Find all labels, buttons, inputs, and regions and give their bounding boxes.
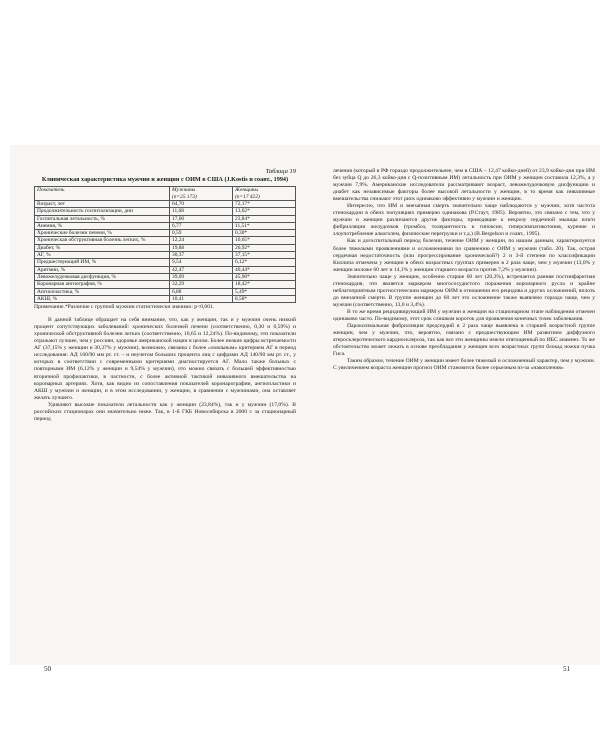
table-row: АГ, % 30,37 37,15* (35, 252, 296, 259)
right-page (333, 145, 595, 372)
body-paragraph: В то же время рецидивирующий ИМ у мужчин и женщин на стационарном этапе наблюдения отмечен одинаково часто. По-видимому, этот срок слишком короток для проявления конечных точек заболевания. (333, 308, 595, 322)
table-row: Возраст, лет 64,70 72,17* (35, 200, 296, 207)
table-title: Клиническая характеристика мужчин и женщин с ОИМ в США (J.Kostis и соавт., 1994) (41, 176, 289, 184)
table-number: Таблица 19 (265, 168, 296, 175)
clinical-characteristics-table (34, 186, 296, 303)
table-row: АКШ, % 10,41 8,58* (35, 295, 296, 302)
body-paragraph: Интересно, что ИМ и внезапная смерть значительно чаще наблюдаются у мужчин, хотя частота стенокардии в обеих популяциях примерно одинакова (Р.Стаут, 1985). Вероятно, это связано с тем, что у мужчин и женщин различаются другие факторы, приводящие к некрозу сердечной мышцы или/и фибрилляции желудочков (тромбоз, толерантность к гипоксии, гиперсимпатикотония, курение и злоупотребление алкоголем, физические перегрузки и т.д.) (B.Bergelson и соавт., 1995). (333, 203, 595, 238)
table-header-row (35, 187, 296, 201)
left-page (34, 145, 296, 423)
body-paragraph: Пароксизмальная фибрилляция предсердий в 2 раза чаще выявлена в старшей возрастной группе женщин, чем у мужчин, что, вероятно, связано с предшествующим ИМ развитием диффузного атеросклеротического кардиосклероза, так как все эти женщины имели отягощенный по ИБС анамнез. То же обстоятельство может лежать в основе преобладания у женщин всех возрастных групп блокад ножки пучка Гиса. (333, 323, 595, 358)
table-row: Ангиопластика, % 6,88 5,49* (35, 288, 296, 295)
body-paragraph: Удивляют высокие показатели летальности как у женщин (23,84%), так и у мужчин (17,0%). В российских стационарах они значительно ниже. Так, в 1-й ГКБ Новосибирска в 2000 г. за стационарный период (34, 401, 296, 422)
body-paragraph: Таким образом, течение ОИМ у женщин имеет более тяжелый и осложненный характер, чем у мужчин. С увеличением возраста женщин прогноз ОИМ становится более серьезным из-за «накопления» (333, 358, 595, 372)
page-number-right: 51 (563, 665, 570, 673)
column-header-indicator: Показатель (35, 187, 170, 201)
table-row: Хронические болезни печени, % 0,59 0,30* (35, 230, 296, 237)
table-row: Коронарная ангиография, % 32,29 18,42* (35, 281, 296, 288)
table-note: Примечание.*Различие с группой мужчин статистически значимо: p<0,001. (34, 304, 215, 311)
table-row: Госпитальная летальность, % 17,00 23,84* (35, 215, 296, 222)
table-row: Левожелудочковая дисфункция, % 39,09 45,90* (35, 273, 296, 280)
table-row: Анемия, % 6,77 11,51* (35, 222, 296, 229)
table-row: Аритмии, % 42,47 40,44* (35, 266, 296, 273)
body-paragraph: Как и догоспитальный период болезни, течение ОИМ у женщин, по нашим данным, характеризуется более тяжелыми проявлениями и осложнениями по сравнению с ОИМ у мужчин (табл. 20). Так, острая сердечная недостаточность (или прогрессирование хронической?) 2 и 3-й степени по классификации Киллипа отмечена у женщин в обеих возрастных группах примерно в 2 раза чаще, чем у мужчин (13,0% у женщин моложе 60 лет и 14,1% у женщин старшего возраста против 7,2% у мужчин). (333, 238, 595, 273)
body-paragraph: Значительно чаще у женщин, особенно старше 60 лет (20,3%), встречается ранняя постинфарктная стенокардия, что является маркером многососудистого поражения коронарного русла и крайне неблагоприятным прогностическим маркером ОИМ в отношении его рецидива и других осложнений, вплоть до внезапной смерти. В группе женщин до 60 лет это осложнение также выявлено гораздо чаще, чем у мужчин (соответственно, 13,0 и 3,4%). (333, 273, 595, 308)
book-spread (10, 145, 600, 673)
page-number-left: 50 (44, 665, 51, 673)
table-row: Предшествующий ИМ, % 9,54 6,12* (35, 259, 296, 266)
body-paragraph: В данной таблице обращает на себя внимание, что, как у женщин, так и у мужчин очень низкий процент сопутствующих заболеваний: хронических болезней печени (соответственно, 0,30 и 0,59%) и хронической обструктивной болезни легких (соответственно, 10,65 и 12,24%). По-видимому, эти показатели отражают лучшее, чем у россиян, здоровье американской нации в целом. Более низкие цифры встречаемости АГ (37,15% у женщин и 30,37% у мужчин), возможно, связаны с более «лояльным» критерием АГ в период исследования: АД 160/90 мм рт. ст. – и неучетом больших процента лиц с цифрами АД 140/90 мм рт. ст., у которых в соответствии с современными критериями диагностируется АГ. Мало также больных с повторными ИМ (6,12% у женщин и 9,54% у мужчин), что можно связать с большей эффективностью вторичной профилактики, в частности, с более активной тактикой инвазивного вмешательства на коронарных артериях. Хотя, как видно из сопоставления показателей коронарографии, ангиопластики и АКШ у мужчин и женщин, и в этом исследовании, у женщин, в сравнении с мужчинами, она оставляет желать лучшего. (34, 317, 296, 401)
column-header-men: Мужчины (n=25 173) (170, 187, 233, 201)
table-row: Продолжительность госпитализации, дни 11,68 13,62* (35, 208, 296, 215)
table-row: Диабет, % 19,88 26,92* (35, 244, 296, 251)
body-paragraph: лечения (который в РФ гораздо продолжительнее, чем в США – 12,47 койко-дней) от 23,9 койко-дня при ИМ без зубца Q до 26,3 койко-дня с Q-позитивным ИМ) летальность при ОИМ у женщин составила 12,3%, а у мужчин 7,9%. Американские исследователи рассматривают возраст, левожелудочковую дисфункцию и диабет как независимые факторы более высокой летальности у женщин, в то время как инвазивные вмешательства снижают этот риск одинаково эффективно у мужчин и женщин. (333, 168, 595, 203)
column-header-women: Женщины (n=17 422) (233, 187, 296, 201)
table-row: Хроническая обструктивная болезнь легких, % 12,24 10,65* (35, 237, 296, 244)
